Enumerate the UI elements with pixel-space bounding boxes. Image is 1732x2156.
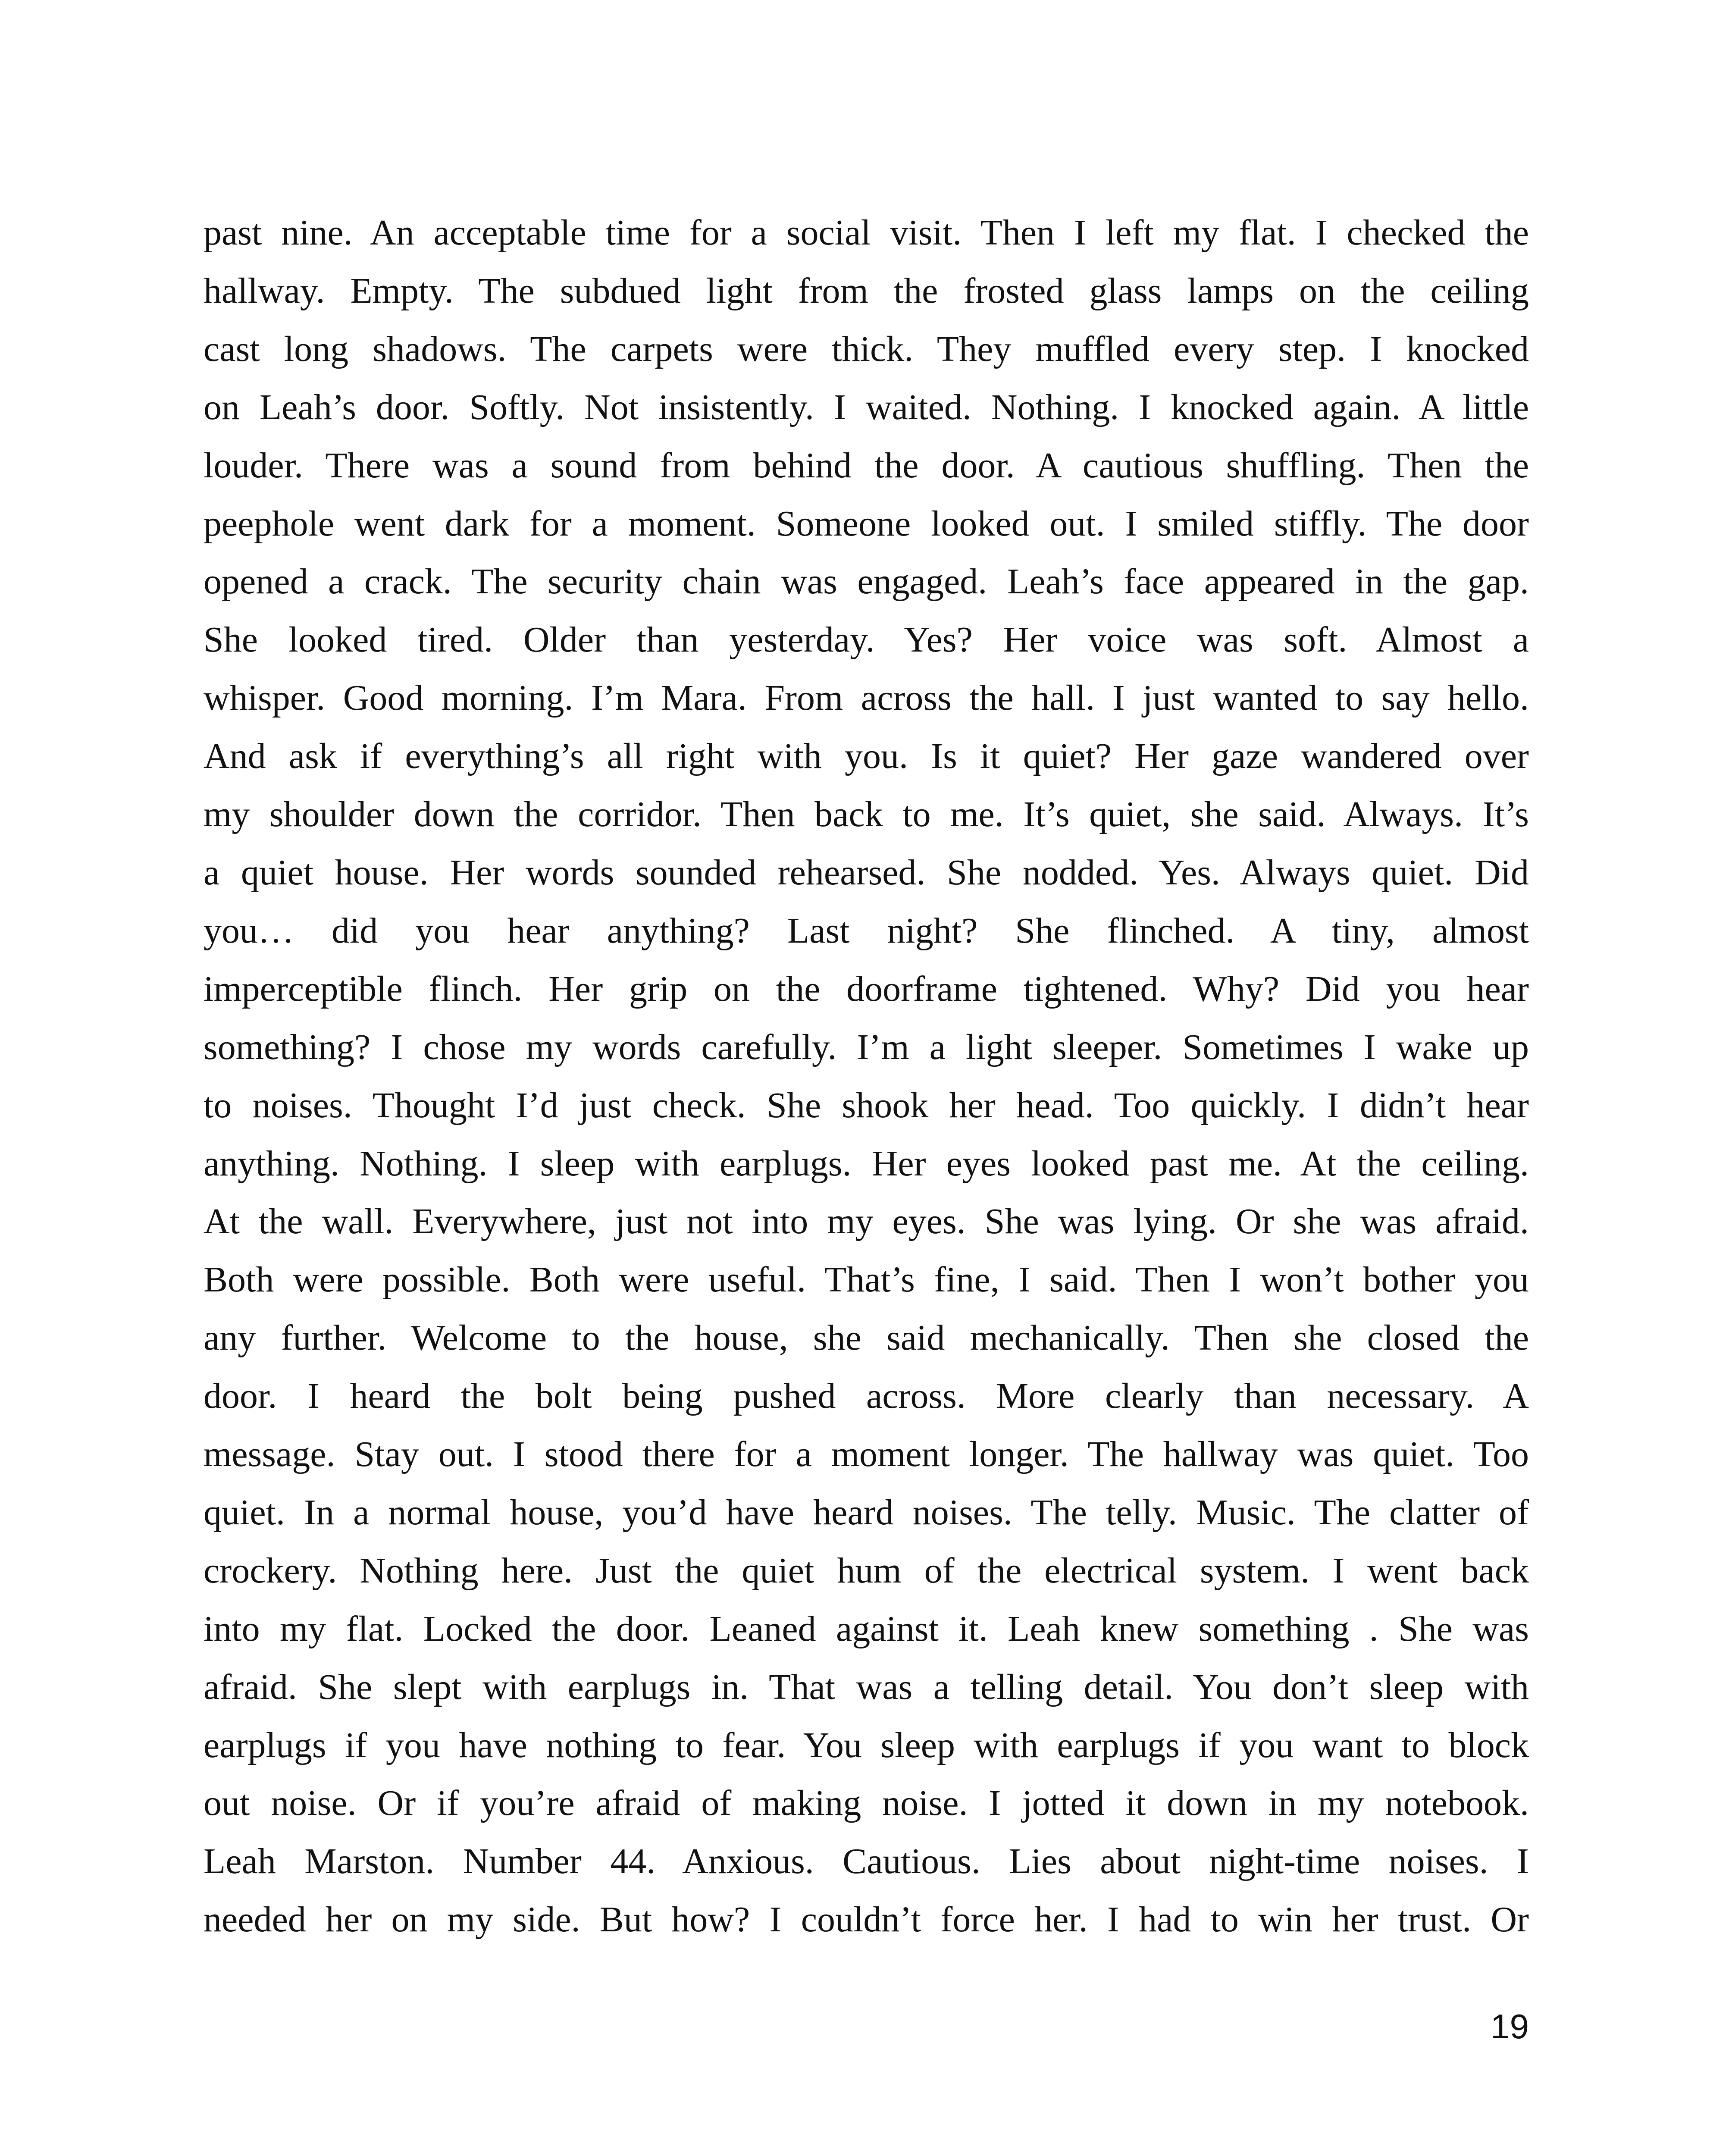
body-text xyxy=(204,204,1529,1949)
text-line: past nine. An acceptable time for a social visit. Then I left my flat. I checked the xyxy=(204,213,1529,253)
text-line: hallway. Empty. The subdued light from the frosted glass lamps on the ceiling xyxy=(204,270,1529,311)
text-line: message. Stay out. I stood there for a moment longer. The hallway was quiet. Too xyxy=(204,1434,1529,1475)
text-line: afraid. She slept with earplugs in. That was a telling detail. You don’t sleep with xyxy=(204,1667,1529,1707)
text-line: louder. There was a sound from behind the door. A cautious shuffling. Then the xyxy=(204,445,1529,486)
text-line: to noises. Thought I’d just check. She shook her head. Too quickly. I didn’t hear xyxy=(204,1085,1529,1125)
text-line: whisper. Good morning. I’m Mara. From across the hall. I just wanted to say hello. xyxy=(204,678,1529,718)
text-line: opened a crack. The security chain was engaged. Leah’s face appeared in the gap. xyxy=(204,561,1529,602)
text-line: on Leah’s door. Softly. Not insistently. I waited. Nothing. I knocked again. A little xyxy=(204,387,1529,427)
text-line: cast long shadows. The carpets were thick. They muffled every step. I knocked xyxy=(204,329,1529,369)
text-line: crockery. Nothing here. Just the quiet hum of the electrical system. I went back xyxy=(204,1550,1529,1591)
text-line: imperceptible flinch. Her grip on the doorframe tightened. Why? Did you hear xyxy=(204,968,1529,1009)
text-line: At the wall. Everywhere, just not into my eyes. She was lying. Or she was afraid. xyxy=(204,1201,1529,1242)
text-line: Leah Marston. Number 44. Anxious. Cautious. Lies about night-time noises. I xyxy=(204,1841,1529,1882)
text-line: into my flat. Locked the door. Leaned against it. Leah knew something . She was xyxy=(204,1608,1529,1649)
text-line: peephole went dark for a moment. Someone looked out. I smiled stiffly. The door xyxy=(204,503,1529,544)
text-line: And ask if everything’s all right with you. Is it quiet? Her gaze wandered over xyxy=(204,736,1529,777)
text-line: my shoulder down the corridor. Then back to me. It’s quiet, she said. Always. It’s xyxy=(204,794,1529,835)
text-line: out noise. Or if you’re afraid of making noise. I jotted it down in my notebook. xyxy=(204,1783,1529,1824)
text-line: any further. Welcome to the house, she said mechanically. Then she closed the xyxy=(204,1318,1529,1358)
text-line: anything. Nothing. I sleep with earplugs. Her eyes looked past me. At the ceiling. xyxy=(204,1143,1529,1184)
text-line: you… did you hear anything? Last night? She flinched. A tiny, almost xyxy=(204,910,1529,951)
text-line: needed her on my side. But how? I couldn’t force her. I had to win her trust. Or xyxy=(204,1899,1529,1940)
text-line: a quiet house. Her words sounded rehearsed. She nodded. Yes. Always quiet. Did xyxy=(204,852,1529,893)
text-line: earplugs if you have nothing to fear. You sleep with earplugs if you want to block xyxy=(204,1725,1529,1765)
text-line: quiet. In a normal house, you’d have heard noises. The telly. Music. The clatter of xyxy=(204,1492,1529,1532)
text-line: something? I chose my words carefully. I’m a light sleeper. Sometimes I wake up xyxy=(204,1027,1529,1067)
text-line: She looked tired. Older than yesterday. Yes? Her voice was soft. Almost a xyxy=(204,620,1529,660)
page-number: 19 xyxy=(1491,2007,1529,2046)
text-line: door. I heard the bolt being pushed across. More clearly than necessary. A xyxy=(204,1376,1529,1416)
text-line: Both were possible. Both were useful. That’s fine, I said. Then I won’t bother you xyxy=(204,1260,1529,1300)
